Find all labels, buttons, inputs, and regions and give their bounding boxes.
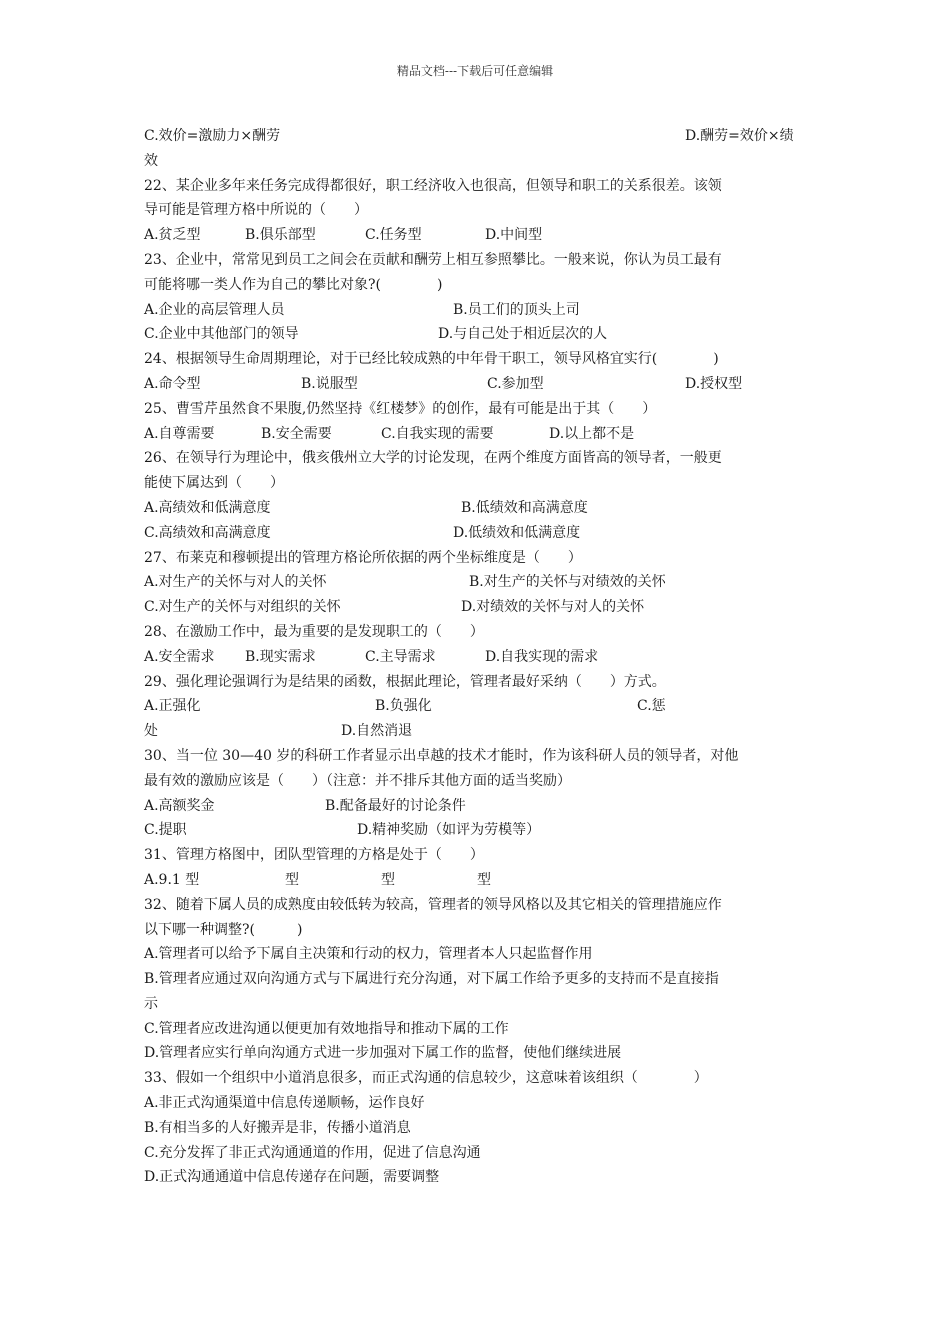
text-line: [144, 992, 808, 1017]
option-text: C.参加型: [487, 375, 544, 392]
text-line: [144, 1091, 808, 1116]
option-text: A.自尊需要: [144, 425, 215, 442]
option-text: B.对生产的关怀与对绩效的关怀: [469, 574, 666, 591]
option-text: B.负强化: [375, 698, 432, 715]
line-text: 23、企业中，常常见到员工之间会在贡献和酬劳上相互参照攀比。一般来说，你认为员工最有: [144, 251, 722, 268]
option-text: A.9.1 型: [144, 871, 200, 888]
option-text: 型: [477, 871, 491, 888]
text-line: [144, 1017, 808, 1042]
option-text: D.中间型: [485, 227, 543, 244]
text-line: [144, 174, 808, 199]
option-text: C.高绩效和高满意度: [144, 524, 271, 541]
line-text: 24、根据领导生命周期理论，对于已经比较成熟的中年骨干职工，领导风格宜实行( ): [144, 351, 719, 368]
text-line: [144, 843, 808, 868]
line-text: 导可能是管理方格中所说的（ ）: [144, 202, 368, 219]
text-line: [144, 546, 808, 571]
text-line: [144, 422, 808, 447]
option-text: A.高绩效和低满意度: [144, 499, 271, 516]
option-text: A.安全需求: [144, 648, 215, 665]
line-text: A.管理者可以给予下属自主决策和行动的权力，管理者本人只起监督作用: [144, 946, 593, 963]
option-text: B.现实需求: [245, 648, 316, 665]
text-line: [144, 794, 808, 819]
text-line: [144, 818, 808, 843]
line-text: D.管理者应实行单向沟通方式进一步加强对下属工作的监督，使他们继续进展: [144, 1045, 622, 1062]
option-text: B.配备最好的讨论条件: [325, 797, 466, 814]
line-text: 以下哪一种调整?( ): [144, 921, 303, 938]
text-line: [144, 347, 808, 372]
text-line: [144, 273, 808, 298]
line-text: B.管理者应通过双向沟通方式与下属进行充分沟通，对下属工作给予更多的支持而不是直接指: [144, 971, 719, 988]
option-text: C.任务型: [365, 227, 422, 244]
option-text: D.自然消退: [341, 723, 413, 740]
text-line: [144, 124, 808, 149]
option-text: C.对生产的关怀与对组织的关怀: [144, 599, 341, 616]
text-line: [144, 967, 808, 992]
line-text: C.管理者应改进沟通以便更加有效地指导和推动下属的工作: [144, 1020, 509, 1037]
text-line: [144, 1066, 808, 1091]
text-line: [144, 570, 808, 595]
option-text: C.提职: [144, 822, 187, 839]
text-line: [144, 298, 808, 323]
option-text: C.效价=激励力×酬劳: [144, 128, 281, 144]
option-text: C.企业中其他部门的领导: [144, 326, 299, 343]
option-text: A.命令型: [144, 375, 201, 392]
text-line: [144, 496, 808, 521]
text-line: [144, 1165, 808, 1190]
line-text: 可能将哪一类人作为自己的攀比对象?( ): [144, 276, 443, 293]
text-line: [144, 893, 808, 918]
option-text: A.企业的高层管理人员: [144, 301, 285, 318]
option-text: 型: [381, 871, 395, 888]
option-text: C.惩: [637, 698, 666, 715]
line-text: A.非正式沟通渠道中信息传递顺畅，运作良好: [144, 1095, 425, 1112]
line-text: B.有相当多的人好搬弄是非，传播小道消息: [144, 1119, 411, 1136]
page-header: 精品文档---下载后可任意编辑: [396, 64, 554, 78]
line-text: 29、强化理论强调行为是结果的函数，根据此理论，管理者最好采纳（ ）方式。: [144, 673, 666, 690]
option-text: B.安全需要: [261, 425, 332, 442]
option-text: D.自我实现的需求: [485, 648, 599, 665]
line-text: 25、曹雪芹虽然食不果腹,仍然坚持《红楼梦》的创作，最有可能是出于其（ ）: [144, 400, 657, 417]
line-text: C.充分发挥了非正式沟通通道的作用，促进了信息沟通: [144, 1144, 481, 1161]
text-line: [144, 769, 808, 794]
text-line: [144, 942, 808, 967]
option-text: D.与自己处于相近层次的人: [438, 326, 608, 343]
line-text: 22、某企业多年来任务完成得都很好，职工经济收入也很高，但领导和职工的关系很差。该领: [144, 177, 722, 194]
text-line: [144, 521, 808, 546]
document-body: [144, 124, 808, 1190]
text-line: [144, 397, 808, 422]
line-text: 最有效的激励应该是（ ）（注意：并不排斥其他方面的适当奖励）: [144, 772, 571, 789]
text-line: [144, 1141, 808, 1166]
line-text: 28、在激励工作中，最为重要的是发现职工的（ ）: [144, 623, 484, 640]
text-line: [144, 248, 808, 273]
text-line: [144, 446, 808, 471]
line-text: 30、当一位 30—40 岁的科研工作者显示出卓越的技术才能时，作为该科研人员的领导者，对他: [144, 747, 739, 764]
option-text: A.贫乏型: [144, 227, 201, 244]
text-line: [144, 223, 808, 248]
option-text: D.酬劳=效价×绩: [685, 128, 794, 144]
text-line: [144, 744, 808, 769]
option-text: 型: [285, 871, 299, 888]
text-line: [144, 1041, 808, 1066]
line-text: 效: [144, 152, 158, 169]
text-line: [144, 149, 808, 174]
line-text: 31、管理方格图中，团队型管理的方格是处于（ ）: [144, 847, 484, 864]
line-text: 32、随着下属人员的成熟度由较低转为较高，管理者的领导风格以及其它相关的管理措施应作: [144, 896, 722, 913]
line-text: 26、在领导行为理论中，俄亥俄州立大学的讨论发现，在两个维度方面皆高的领导者，一般更: [144, 450, 722, 467]
text-line: [144, 322, 808, 347]
text-line: [144, 1116, 808, 1141]
option-text: D.精神奖励（如评为劳模等）: [357, 822, 541, 839]
line-text: D.正式沟通通道中信息传递存在问题，需要调整: [144, 1169, 440, 1186]
option-text: A.对生产的关怀与对人的关怀: [144, 574, 327, 591]
option-text: 处: [144, 723, 158, 740]
text-line: [144, 694, 808, 719]
text-line: [144, 620, 808, 645]
line-text: 示: [144, 995, 158, 1012]
option-text: D.对绩效的关怀与对人的关怀: [461, 599, 645, 616]
text-line: [144, 471, 808, 496]
option-text: C.主导需求: [365, 648, 436, 665]
text-line: [144, 198, 808, 223]
option-text: B.员工们的顶头上司: [453, 301, 580, 318]
option-text: B.俱乐部型: [245, 227, 316, 244]
text-line: [144, 595, 808, 620]
option-text: A.高额奖金: [144, 797, 215, 814]
option-text: D.以上都不是: [549, 425, 635, 442]
option-text: D.低绩效和低满意度: [453, 524, 581, 541]
option-text: D.授权型: [685, 375, 743, 392]
line-text: 能使下属达到（ ）: [144, 475, 284, 492]
line-text: 27、布莱克和穆顿提出的管理方格论所依据的两个坐标维度是（ ）: [144, 549, 582, 566]
text-line: [144, 918, 808, 943]
text-line: [144, 719, 808, 744]
text-line: [144, 645, 808, 670]
text-line: [144, 670, 808, 695]
line-text: 33、假如一个组织中小道消息很多，而正式沟通的信息较少，这意味着该组织（ ）: [144, 1070, 708, 1087]
text-line: [144, 372, 808, 397]
option-text: A.正强化: [144, 698, 201, 715]
option-text: B.低绩效和高满意度: [461, 499, 588, 516]
text-line: [144, 868, 808, 893]
option-text: B.说服型: [301, 375, 358, 392]
option-text: C.自我实现的需要: [381, 425, 494, 442]
